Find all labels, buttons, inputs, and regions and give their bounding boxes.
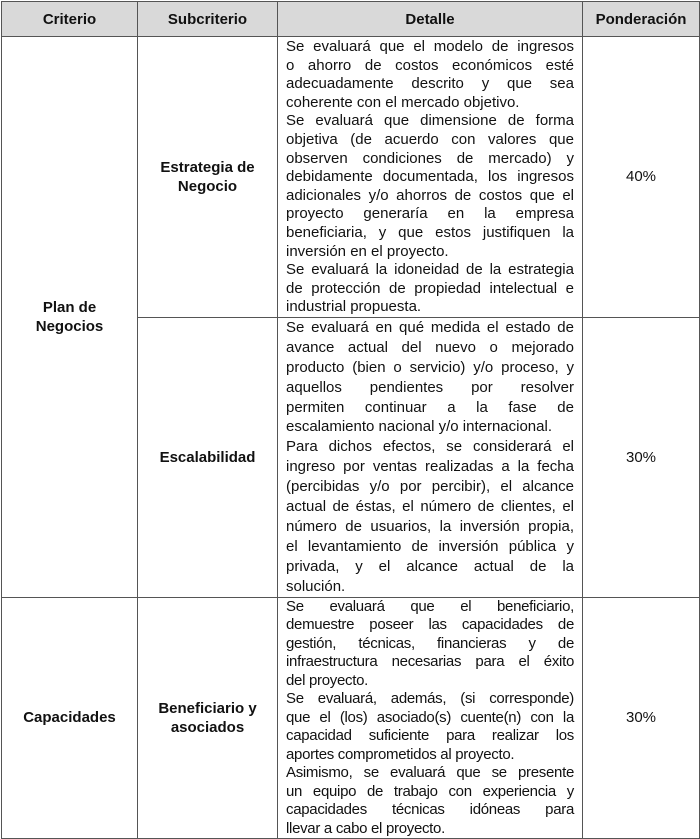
header-row bbox=[2, 2, 700, 37]
subcriterio-text: Estrategia de Negocio bbox=[160, 158, 255, 195]
detalle-line: Para dichos efectos, se considerará el bbox=[286, 438, 574, 456]
detalle-line: observen condiciones de mercado) y bbox=[286, 149, 574, 167]
detalle-line: avance actual del nuevo o mejorado bbox=[286, 338, 574, 356]
detalle-line: adicionales y/o ahorros de costos que el bbox=[286, 186, 574, 204]
detalle-line: capacidades técnicas idóneas para bbox=[286, 801, 574, 819]
criterio-cell bbox=[2, 37, 138, 598]
detalle-line: aportes comprometidos al proyecto. bbox=[286, 745, 515, 763]
detalle-line: que el (los) asociado(s) cuente(n) con la bbox=[286, 708, 574, 726]
evaluation-criteria-table bbox=[1, 1, 700, 839]
header-detalle: Detalle bbox=[278, 2, 583, 37]
detalle-line: Asimismo, se evaluará que se presente bbox=[286, 764, 574, 782]
detalle-line: coherente con el mercado objetivo. bbox=[286, 93, 520, 111]
detalle-line: del proyecto. bbox=[286, 671, 368, 689]
criterio-text: Plan de Negocios bbox=[35, 298, 104, 335]
detalle-line: inversión en el proyecto. bbox=[286, 242, 449, 260]
detalle-line: (percibidas y/o por percibir), el alcance bbox=[286, 478, 574, 496]
detalle-cell bbox=[278, 37, 583, 318]
detalle-cell bbox=[278, 597, 583, 839]
detalle-line: de protección de propiedad intelectual e bbox=[286, 279, 574, 297]
header-subcriterio: Subcriterio bbox=[138, 2, 278, 37]
detalle-line: llevar a cabo el proyecto. bbox=[286, 819, 445, 837]
table-row bbox=[2, 597, 700, 839]
detalle-line: objetiva (de acuerdo con valores que bbox=[286, 130, 574, 148]
detalle-line: un equipo de trabajo con experiencia y bbox=[286, 782, 574, 800]
detalle-line: solución. bbox=[286, 577, 346, 595]
ponderacion-cell: 30% bbox=[583, 597, 700, 839]
subcriterio-cell: Escalabilidad bbox=[138, 317, 278, 597]
subcriterio-text: Beneficiario y asociados bbox=[158, 699, 257, 736]
detalle-line: proyecto generaría en la empresa bbox=[286, 205, 574, 223]
subcriterio-cell bbox=[138, 37, 278, 318]
detalle-line: Se evaluará que el beneficiario, bbox=[286, 597, 574, 615]
table-row bbox=[2, 37, 700, 318]
detalle-line: Se evaluará la idoneidad de la estrategia bbox=[286, 261, 574, 279]
header-ponderacion: Ponderación bbox=[583, 2, 700, 37]
ponderacion-cell: 30% bbox=[583, 317, 700, 597]
detalle-line: Se evaluará en qué medida el estado de bbox=[286, 318, 574, 336]
detalle-line: adecuadamente descrito y que sea bbox=[286, 75, 574, 93]
detalle-line: escalamiento nacional y/o internacional. bbox=[286, 418, 552, 436]
ponderacion-cell: 40% bbox=[583, 37, 700, 318]
detalle-line: actual de éstas, el número de clientes, el bbox=[286, 498, 574, 516]
detalle-line: gestión, técnicas, financieras y de bbox=[286, 634, 574, 652]
detalle-line: beneficiaria, y que estos justifiquen la bbox=[286, 223, 574, 241]
detalle-line: producto (bien o servicio) y/o proceso, y bbox=[286, 358, 574, 376]
detalle-line: capacidad suficiente para realizar los bbox=[286, 727, 574, 745]
detalle-line: número de usuarios, la inversión propia, bbox=[286, 517, 574, 535]
detalle-line: Se evaluará que dimensione de forma bbox=[286, 112, 574, 130]
criterio-cell: Capacidades bbox=[2, 597, 138, 839]
detalle-line: el levantamiento de inversión pública y bbox=[286, 537, 574, 555]
detalle-line: Se evaluará que el modelo de ingresos bbox=[286, 38, 574, 55]
detalle-line: privada, y el alcance actual de la bbox=[286, 557, 574, 575]
detalle-cell bbox=[278, 317, 583, 597]
header-criterio: Criterio bbox=[2, 2, 138, 37]
detalle-line: aquellos pendientes por resolver bbox=[286, 378, 574, 396]
detalle-line: permiten continuar a la fase de bbox=[286, 398, 574, 416]
detalle-line: o ahorro de costos económicos esté bbox=[286, 56, 574, 74]
detalle-line: infraestructura necesarias para el éxito bbox=[286, 653, 574, 671]
detalle-line: industrial propuesta. bbox=[286, 298, 422, 316]
subcriterio-cell bbox=[138, 597, 278, 839]
detalle-line: debidamente documentada, los ingresos bbox=[286, 168, 574, 186]
detalle-line: Se evaluará, además, (si corresponde) bbox=[286, 690, 574, 708]
detalle-line: ingreso por ventas realizadas a la fecha bbox=[286, 458, 574, 476]
detalle-line: demuestre poseer las capacidades de bbox=[286, 616, 574, 634]
